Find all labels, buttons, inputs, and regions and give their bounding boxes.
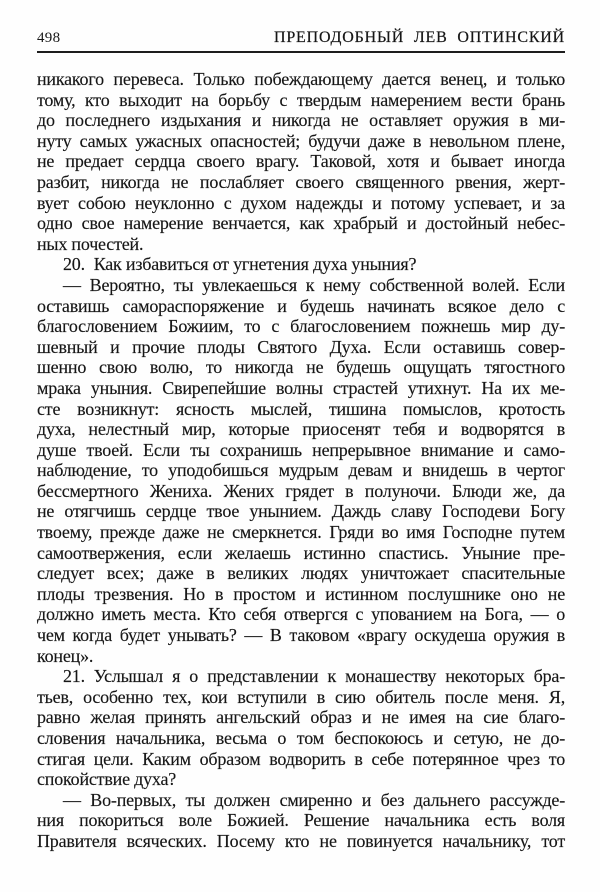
page-number: 498 (37, 30, 61, 46)
text-line: оставишь самораспоряжение и будешь начинать всякое дело с (37, 295, 565, 316)
text-line: не предает сердца своего врагу. Таковой, хотя и бывает иногда (37, 151, 565, 172)
text-line: нуту самых ужасных опасностей; будучи даже в невольном плене, (37, 130, 565, 151)
paragraph (37, 275, 565, 666)
text-line: плоды трезвения. Но в простом и истинном послушнике оно не (37, 583, 565, 604)
text-line: — Вероятно, ты увлекаешься к нему собственной волей. Если (63, 274, 565, 295)
text-line: 20. Как избавиться от угнетения духа уныния? (63, 254, 417, 275)
text-line: конец». (37, 645, 94, 666)
text-line: чем когда будет унывать? — В таковом «врагу оскудеша оружия в (37, 625, 565, 646)
text-line: Правителя всяческих. Посему кто не повинуется начальнику, тот (37, 830, 565, 851)
paragraph (37, 790, 565, 852)
text-line: следует всех; даже в великих людях уничтожает спасительные (37, 563, 565, 584)
body-text (37, 69, 565, 852)
text-line: ных почестей. (37, 233, 144, 254)
text-line: духа, нелестный мир, которые приосенят тебя и водворятся в (37, 419, 565, 440)
text-line: мрака уныния. Свирепейшие волны страстей утихнут. На их ме- (37, 377, 565, 398)
text-line: сте возникнут: ясность мыслей, тишина помыслов, кротость (37, 398, 565, 419)
text-line: тьев, особенно тех, кои вступили в сию обитель после меня. Я, (37, 686, 565, 707)
text-line: должно иметь места. Кто себя отвергся с упованием на Бога, — о (37, 604, 565, 625)
text-line: равно желая принять ангельский образ и не имея на сие благо- (37, 707, 565, 728)
text-line: никакого перевеса. Только побеждающему дается венец, и только (37, 69, 565, 89)
text-line: — Во-первых, ты должен смиренно и без дальнего рассужде- (63, 789, 565, 810)
text-line: разбит, никогда не послабляет своего священного рвения, жерт- (37, 171, 565, 192)
text-line: наблюдение, то уподобишься мудрым девам и внидешь в чертог (37, 460, 565, 481)
text-line: словения начальника, весьма о том беспокоюсь и сетую, не до- (37, 728, 565, 748)
text-line: шевный и прочие плоды Святого Духа. Если оставишь совер- (37, 336, 565, 357)
text-line: 21. Услышал я о представлении к монашеству некоторых бра- (63, 666, 565, 687)
running-header (37, 29, 565, 53)
text-line: твоему, прежде даже не смеркнется. Гряди во имя Господне путем (37, 522, 565, 543)
paragraph (37, 254, 565, 275)
text-line: спокойствие духа? (37, 769, 177, 790)
running-head-title: ПРЕПОДОБНЫЙ ЛЕВ ОПТИНСКИЙ (274, 29, 565, 46)
text-line: не отягчишь сердце твое унынием. Даждь славу Господеви Богу (37, 501, 565, 522)
text-line: шенно свою волю, то никогда не будешь ощущать тягостного (37, 357, 565, 378)
text-line: до последнего издыхания и никогда не оставляет оружия в ми- (37, 110, 565, 131)
paragraph (37, 69, 565, 254)
text-line: стигая цели. Каким образом водворить в себе потерянное чрез то (37, 748, 565, 769)
text-line: ния покориться воле Божией. Решение начальника есть воля (37, 810, 565, 831)
text-line: одно свое намерение венчается, как храбрый и достойный небес- (37, 213, 565, 234)
text-line: благословением Божиим, то с благословением пожнешь мир ду- (37, 316, 565, 337)
text-line: тому, кто выходит на борьбу с твердым намерением вести брань (37, 89, 565, 110)
text-line: вует собою неуклонно с духом надежды и потому успевает, и за (37, 192, 565, 213)
paragraph (37, 666, 565, 790)
text-line: самоотвержения, если желаешь истинно спастись. Уныние пре- (37, 542, 565, 563)
text-line: бессмертного Жениха. Жених грядет в полуночи. Блюди же, да (37, 480, 565, 501)
text-line: душе твоей. Если ты сохранишь непрерывное внимание и само- (37, 439, 565, 460)
